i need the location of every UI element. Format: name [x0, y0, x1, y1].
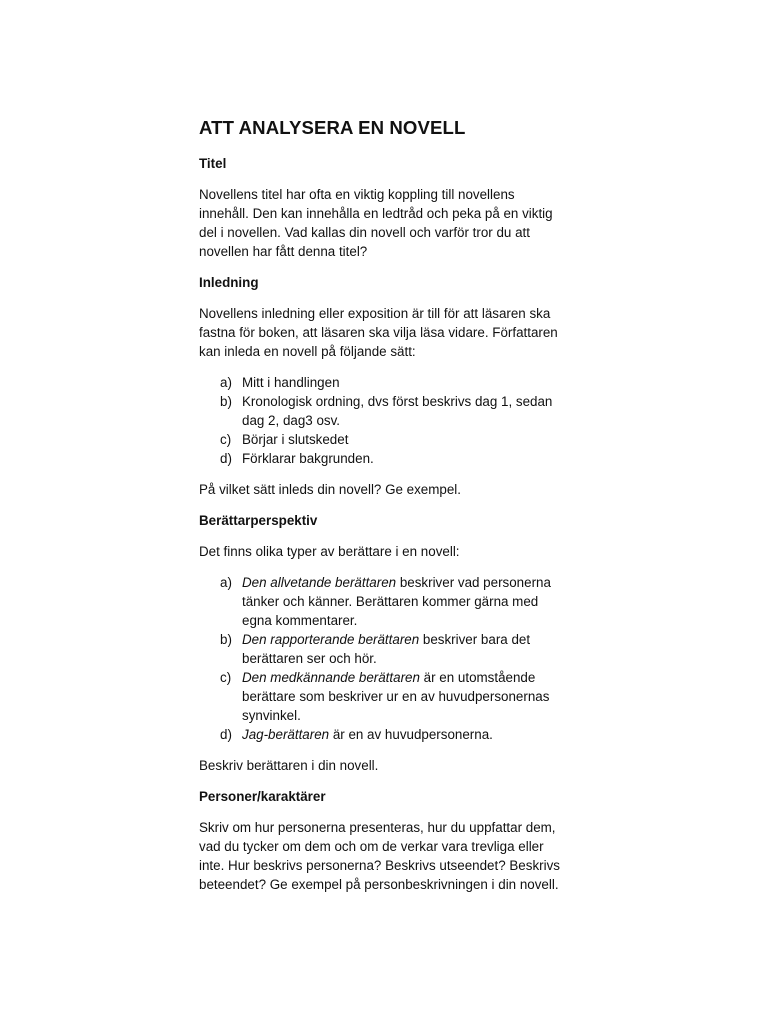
list-item: [199, 373, 567, 392]
narrator-type: Den rapporterande berättaren: [242, 632, 420, 647]
list-marker: d): [220, 451, 232, 466]
list-item: [199, 449, 567, 468]
inledning-list: [199, 373, 567, 468]
list-item: [199, 430, 567, 449]
list-marker: d): [220, 727, 232, 742]
section-question-inledning: På vilket sätt inleds din novell? Ge exempel.: [199, 482, 462, 497]
section-question-berattarperspektiv: Beskriv berättaren i din novell.: [199, 758, 379, 773]
section-body-inledning: Novellens inledning eller exposition är till för att läsaren ska fastna för boken, att läsaren ska vilja läsa vidare. Författaren kan inleda en novell på följande sätt:: [199, 306, 558, 359]
section-heading-titel: Titel: [199, 156, 227, 171]
list-marker: b): [220, 632, 232, 647]
narrator-type: Den allvetande berättaren: [242, 575, 397, 590]
list-item-text: är en av huvudpersonerna.: [329, 727, 493, 742]
list-item-text: Börjar i slutskedet: [242, 432, 349, 447]
berattare-list: [199, 573, 567, 744]
list-item-text: Förklarar bakgrunden.: [242, 451, 374, 466]
section-heading-personer: Personer/karaktärer: [199, 789, 326, 804]
list-item-text: är en utomstående berättare som beskriver ur en av huvudpersonernas synvinkel.: [242, 670, 550, 723]
section-body-berattarperspektiv: Det finns olika typer av berättare i en novell:: [199, 544, 460, 559]
narrator-type: Den medkännande berättaren: [242, 670, 420, 685]
list-item-text: beskriver vad personerna tänker och känner. Berättaren kommer gärna med egna kommentarer.: [242, 575, 551, 628]
list-marker: a): [220, 575, 232, 590]
list-item: [199, 392, 567, 430]
list-item-text: Mitt i handlingen: [242, 375, 340, 390]
document-title: ATT ANALYSERA EN NOVELL: [199, 117, 466, 138]
list-item-text: beskriver bara det berättaren ser och hör.: [242, 632, 531, 666]
section-heading-inledning: Inledning: [199, 275, 259, 290]
document-content: [199, 116, 567, 906]
list-item: [199, 630, 567, 668]
list-item: [199, 668, 567, 725]
list-marker: c): [220, 670, 232, 685]
section-heading-berattarperspektiv: Berättarperspektiv: [199, 513, 318, 528]
section-body-personer: Skriv om hur personerna presenteras, hur du uppfattar dem, vad du tycker om dem och om de verkar vara trevliga eller inte. Hur beskrivs personerna? Beskrivs utseendet? Beskrivs beteendet? Ge exempel på personbeskrivningen i din novell.: [199, 820, 560, 892]
list-item: [199, 573, 567, 630]
list-marker: b): [220, 394, 232, 409]
list-item-text: Kronologisk ordning, dvs först beskrivs dag 1, sedan dag 2, dag3 osv.: [242, 394, 553, 428]
list-item: [199, 725, 567, 744]
list-marker: c): [220, 432, 232, 447]
section-body-titel: Novellens titel har ofta en viktig koppling till novellens innehåll. Den kan innehålla en ledtråd och peka på en viktig del i novellen. Vad kallas din novell och varför tror du att novellen har fått denna titel?: [199, 187, 553, 259]
narrator-type: Jag-berättaren: [242, 727, 330, 742]
list-marker: a): [220, 375, 232, 390]
